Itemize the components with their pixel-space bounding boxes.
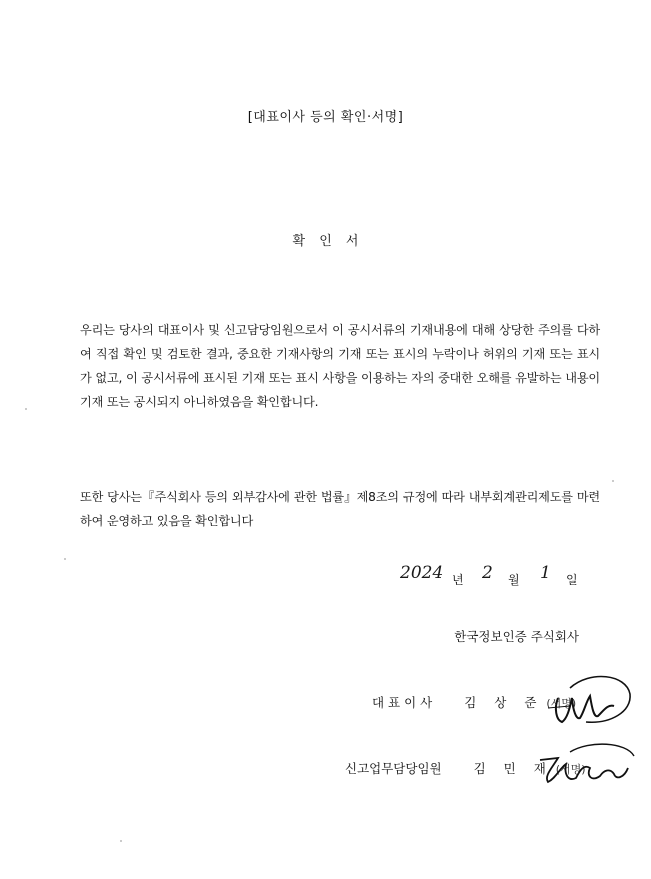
date-year: 2024 <box>400 563 444 583</box>
ceo-role: 대 표 이 사 <box>372 695 433 710</box>
scan-speck <box>120 840 122 842</box>
date-year-unit: 년 <box>452 573 464 587</box>
company-name: 한국정보인증 주식회사 <box>454 629 579 644</box>
document-title: 확 인 서 <box>292 234 359 249</box>
date-month: 2 <box>482 563 493 583</box>
internal-control-paragraph: 또한 당사는『주식회사 등의 외부감사에 관한 법률』제8조의 규정에 따라 내부회계관리제도를 마련하여 운영하고 있음을 확인합니다 <box>80 490 600 528</box>
confirmation-paragraph: 우리는 당사의 대표이사 및 신고담당임원으로서 이 공시서류의 기재내용에 대해 상당한 주의를 다하여 직접 확인 및 검토한 결과, 중요한 기재사항의 기재 또는 표시의 누락이나 허위의 기재 또는 표시가 없고, 이 공시서류에 표시된 기재 또는 표시 사항을 이용하는 자의 중대한 오해를 유발하는 내용이 기재 또는 공시되지 아니하였음을 확인합니다. <box>80 323 600 409</box>
ceo-seal-label: (서명) <box>546 697 577 710</box>
date-day-unit: 일 <box>566 573 578 587</box>
disclosure-officer-role: 신고업무담당임원 <box>345 761 442 776</box>
date-day: 1 <box>540 563 551 583</box>
disclosure-officer-handwritten-signature <box>530 738 640 790</box>
section-heading: [대표이사 등의 확인·서명] <box>247 110 404 125</box>
disclosure-officer-name: 김 민 재 <box>473 761 546 776</box>
scan-speck <box>64 558 66 560</box>
ceo-name: 김 상 준 <box>464 695 537 710</box>
date-month-unit: 월 <box>508 573 520 587</box>
disclosure-officer-seal-label: (서명) <box>555 763 586 776</box>
ceo-handwritten-signature <box>540 668 635 730</box>
scan-speck <box>612 480 614 482</box>
date-line <box>400 565 590 595</box>
scan-speck <box>25 408 27 410</box>
